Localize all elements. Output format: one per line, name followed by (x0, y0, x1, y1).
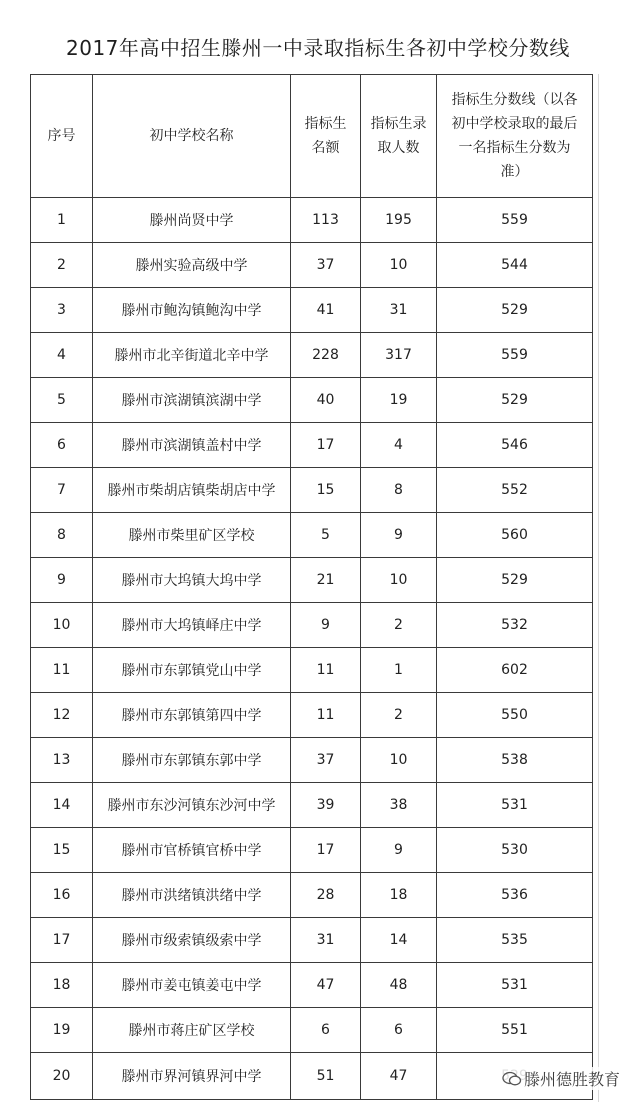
cell-score: 559 (437, 198, 593, 243)
cell-quota: 9 (291, 603, 361, 648)
cell-quota: 15 (291, 468, 361, 513)
cell-score: 529 (437, 288, 593, 333)
cell-admitted: 2 (361, 603, 437, 648)
cell-score: 532 (437, 603, 593, 648)
table-row (31, 288, 593, 333)
cell-seq: 1 (31, 198, 93, 243)
cell-school-name: 滕州市级索镇级索中学 (93, 918, 291, 963)
table-row (31, 693, 593, 738)
cell-admitted: 38 (361, 783, 437, 828)
cell-admitted: 4 (361, 423, 437, 468)
cell-quota: 39 (291, 783, 361, 828)
cell-school-name: 滕州市北辛街道北辛中学 (93, 333, 291, 378)
cell-admitted: 2 (361, 693, 437, 738)
cell-seq: 6 (31, 423, 93, 468)
cell-school-name: 滕州市东郭镇党山中学 (93, 648, 291, 693)
cell-score: 544 (437, 243, 593, 288)
header-score-text: 指标生分数线（以各初中学校录取的最后一名指标生分数为准） (451, 92, 578, 180)
score-table (30, 74, 593, 1100)
cell-score: 529 (437, 378, 593, 423)
cell-seq: 7 (31, 468, 93, 513)
table-row (31, 243, 593, 288)
cell-admitted: 8 (361, 468, 437, 513)
cell-quota: 6 (291, 1008, 361, 1053)
cell-school-name: 滕州市姜屯镇姜屯中学 (93, 963, 291, 1008)
cell-quota: 5 (291, 513, 361, 558)
header-quota (291, 75, 361, 198)
table-row (31, 963, 593, 1008)
cell-school-name: 滕州市柴里矿区学校 (93, 513, 291, 558)
cell-admitted: 10 (361, 738, 437, 783)
table-row (31, 783, 593, 828)
table-row (31, 828, 593, 873)
cell-seq: 10 (31, 603, 93, 648)
cell-admitted: 195 (361, 198, 437, 243)
table-row (31, 378, 593, 423)
header-quota-text: 指标生名额 (304, 116, 347, 156)
cell-score: 530 (437, 828, 593, 873)
cell-quota: 17 (291, 423, 361, 468)
cell-score: 560 (437, 513, 593, 558)
cell-seq: 18 (31, 963, 93, 1008)
cell-seq: 17 (31, 918, 93, 963)
cell-score: 552 (437, 468, 593, 513)
cell-seq: 16 (31, 873, 93, 918)
cell-seq: 20 (31, 1053, 93, 1100)
cell-seq: 8 (31, 513, 93, 558)
cell-admitted: 6 (361, 1008, 437, 1053)
cell-school-name: 滕州市东沙河镇东沙河中学 (93, 783, 291, 828)
table-row (31, 603, 593, 648)
cell-admitted: 10 (361, 243, 437, 288)
page-edge-line (598, 74, 599, 1102)
cell-school-name: 滕州市东郭镇第四中学 (93, 693, 291, 738)
cell-score: 559 (437, 333, 593, 378)
cell-admitted: 14 (361, 918, 437, 963)
table-row (31, 1008, 593, 1053)
watermark (500, 1067, 622, 1090)
cell-seq: 5 (31, 378, 93, 423)
cell-seq: 12 (31, 693, 93, 738)
cell-school-name: 滕州市官桥镇官桥中学 (93, 828, 291, 873)
cell-quota: 41 (291, 288, 361, 333)
cell-quota: 21 (291, 558, 361, 603)
cell-school-name: 滕州市东郭镇东郭中学 (93, 738, 291, 783)
cell-school-name: 滕州市洪绪镇洪绪中学 (93, 873, 291, 918)
watermark-text: 滕州德胜教育 (523, 1070, 620, 1089)
header-school-name: 初中学校名称 (93, 75, 291, 198)
cell-admitted: 1 (361, 648, 437, 693)
header-score (437, 75, 593, 198)
cell-score: 535 (437, 918, 593, 963)
cell-school-name: 滕州市大坞镇峄庄中学 (93, 603, 291, 648)
cell-admitted: 48 (361, 963, 437, 1008)
cell-school-name: 滕州尚贤中学 (93, 198, 291, 243)
cell-seq: 11 (31, 648, 93, 693)
cell-score: 531 (437, 783, 593, 828)
cell-seq: 19 (31, 1008, 93, 1053)
cell-admitted: 18 (361, 873, 437, 918)
header-seq: 序号 (31, 75, 93, 198)
cell-school-name: 滕州市滨湖镇盖村中学 (93, 423, 291, 468)
cell-school-name: 滕州市大坞镇大坞中学 (93, 558, 291, 603)
table-header-row (31, 75, 593, 198)
table-row (31, 333, 593, 378)
cell-score: 602 (437, 648, 593, 693)
cell-quota: 37 (291, 738, 361, 783)
cell-quota: 47 (291, 963, 361, 1008)
table-row (31, 873, 593, 918)
cell-score: 551 (437, 1008, 593, 1053)
cell-seq: 3 (31, 288, 93, 333)
cell-score: 529 (437, 558, 593, 603)
header-admitted-text: 指标生录取人数 (370, 116, 427, 156)
cell-score: 536 (437, 873, 593, 918)
cell-quota: 11 (291, 693, 361, 738)
page-title: 2017年高中招生滕州一中录取指标生各初中学校分数线 (66, 36, 570, 60)
cell-admitted: 10 (361, 558, 437, 603)
cell-score: 531 (437, 963, 593, 1008)
cell-admitted: 31 (361, 288, 437, 333)
cell-score: 550 (437, 693, 593, 738)
cell-seq: 13 (31, 738, 93, 783)
table-row (31, 513, 593, 558)
wechat-icon (502, 1071, 522, 1087)
cell-quota: 11 (291, 648, 361, 693)
cell-score: 546 (437, 423, 593, 468)
cell-seq: 2 (31, 243, 93, 288)
cell-score: 538 (437, 738, 593, 783)
cell-seq: 14 (31, 783, 93, 828)
cell-school-name: 滕州实验高级中学 (93, 243, 291, 288)
table-row (31, 918, 593, 963)
cell-school-name: 滕州市柴胡店镇柴胡店中学 (93, 468, 291, 513)
cell-seq: 4 (31, 333, 93, 378)
cell-quota: 31 (291, 918, 361, 963)
cell-seq: 15 (31, 828, 93, 873)
cell-quota: 40 (291, 378, 361, 423)
cell-school-name: 滕州市蒋庄矿区学校 (93, 1008, 291, 1053)
cell-quota: 113 (291, 198, 361, 243)
cell-school-name: 滕州市鲍沟镇鲍沟中学 (93, 288, 291, 333)
cell-admitted: 9 (361, 828, 437, 873)
cell-quota: 228 (291, 333, 361, 378)
cell-quota: 28 (291, 873, 361, 918)
table-row (31, 738, 593, 783)
table-row (31, 198, 593, 243)
table-row (31, 468, 593, 513)
cell-seq: 9 (31, 558, 93, 603)
cell-admitted: 19 (361, 378, 437, 423)
cell-admitted: 317 (361, 333, 437, 378)
cell-quota: 51 (291, 1053, 361, 1100)
cell-admitted: 9 (361, 513, 437, 558)
cell-quota: 37 (291, 243, 361, 288)
cell-quota: 17 (291, 828, 361, 873)
table-row (31, 558, 593, 603)
cell-admitted: 47 (361, 1053, 437, 1100)
cell-school-name: 滕州市界河镇界河中学 (93, 1053, 291, 1100)
header-admitted (361, 75, 437, 198)
table-row (31, 648, 593, 693)
cell-school-name: 滕州市滨湖镇滨湖中学 (93, 378, 291, 423)
table-row (31, 423, 593, 468)
